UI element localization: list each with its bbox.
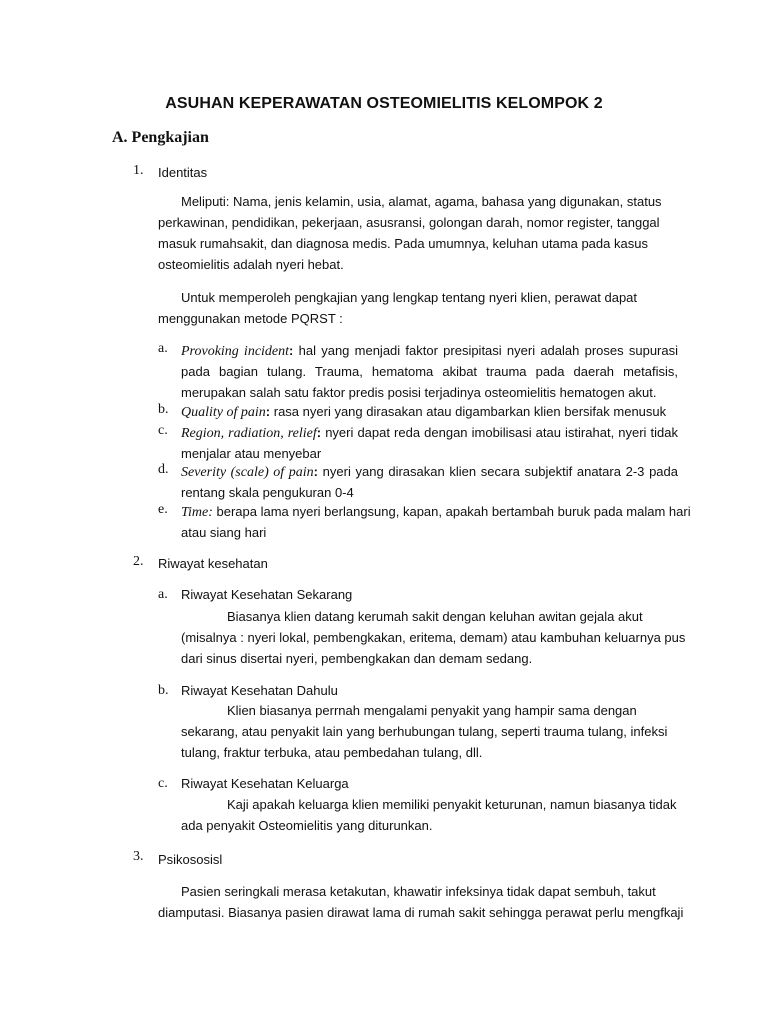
pqrst-item-region — [181, 422, 678, 464]
riwayat-sekarang-text — [181, 606, 686, 669]
term: Time: — [181, 505, 213, 520]
item-text: atau siang hari — [181, 525, 267, 540]
riwayat-keluarga-label: Riwayat Kesehatan Keluarga — [181, 776, 349, 791]
term: Severity (scale) of pain — [181, 465, 314, 480]
item-label-identitas: Identitas — [158, 165, 208, 180]
psikososial-paragraph — [181, 881, 656, 902]
item-text: menjalar atau menyebar — [181, 446, 322, 461]
pqrst-item-quality — [181, 401, 678, 422]
item-text: rasa nyeri yang dirasakan atau digambarkan klien bersifak menusuk — [273, 404, 667, 419]
riwayat-sekarang-label: Riwayat Kesehatan Sekarang — [181, 587, 353, 602]
list-letter: a. — [158, 587, 168, 602]
pqrst-item-time — [181, 501, 691, 543]
item-number: 2. — [133, 554, 144, 569]
paragraph-line: diamputasi. Biasanya pasien dirawat lama di rumah sakit sehingga perawat perlu mengfkaji — [158, 905, 684, 920]
term-separator: : — [289, 343, 294, 358]
paragraph-line: Meliputi: Nama, jenis kelamin, usia, alamat, agama, bahasa yang digunakan, status — [181, 194, 662, 209]
term: Region, radiation, relief — [181, 426, 317, 441]
pqrst-item-severity — [181, 461, 678, 503]
psikososial-paragraph-cont — [158, 902, 683, 923]
riwayat-dahulu-text — [181, 700, 678, 763]
term-separator: : — [316, 425, 322, 440]
term-separator: : — [313, 464, 318, 479]
item-text: nyeri dapat reda dengan imobilisasi atau istirahat, nyeri tidak — [325, 425, 678, 440]
paragraph-line: Klien biasanya perrnah mengalami penyakit yang hampir sama dengan — [227, 703, 637, 718]
paragraph-line: Pasien seringkali merasa ketakutan, khawatir infeksinya tidak dapat sembuh, takut — [181, 884, 656, 899]
paragraph-line: dari sinus disertai nyeri, pembengkakan dan demam sedang. — [181, 651, 533, 666]
section-heading-pengkajian: A. Pengkajian — [112, 129, 209, 146]
list-letter: c. — [158, 776, 168, 791]
item-label-psikososial: Psikososisl — [158, 852, 223, 867]
list-letter: d. — [158, 462, 169, 477]
document-title: ASUHAN KEPERAWATAN OSTEOMIELITIS KELOMPOK 2 — [165, 95, 603, 112]
paragraph-line: masuk rumahsakit, dan diagnosa medis. Pada umumnya, keluhan utama pada kasus — [158, 236, 648, 251]
paragraph-line: Untuk memperoleh pengkajian yang lengkap tentang nyeri klien, perawat dapat — [181, 290, 638, 305]
paragraph-line: ada penyakit Osteomielitis yang diturunkan. — [181, 818, 433, 833]
paragraph-line: tulang, fraktur terbuka, atau pembedahan tulang, dll. — [181, 745, 483, 760]
item-text: merupakan salah satu faktor predis posisi terjadinya osteomielitis hematogen akut. — [181, 385, 657, 400]
list-letter: b. — [158, 683, 169, 698]
list-letter: e. — [158, 502, 168, 517]
identitas-paragraph-cont — [158, 212, 660, 275]
item-text: nyeri yang dirasakan klien secara subjektif anatara 2-3 pada — [322, 464, 678, 479]
riwayat-keluarga-text — [181, 794, 678, 836]
riwayat-dahulu-label: Riwayat Kesehatan Dahulu — [181, 683, 338, 698]
paragraph-line: Biasanya klien datang kerumah sakit dengan keluhan awitan gejala akut — [227, 609, 643, 624]
paragraph-line: osteomielitis adalah nyeri hebat. — [158, 257, 344, 272]
item-text: berapa lama nyeri berlangsung, kapan, apakah bertambah buruk pada malam hari — [216, 504, 691, 519]
pqrst-intro — [181, 287, 637, 308]
pqrst-intro-cont — [158, 308, 343, 329]
item-text: rentang skala pengukuran 0-4 — [181, 485, 354, 500]
identitas-paragraph — [181, 191, 662, 212]
item-text: pada bagian tulang. Trauma, hematoma akibat trauma pada daerah metafisis, — [181, 364, 678, 379]
paragraph-line: Kaji apakah keluarga klien memiliki penyakit keturunan, namun biasanya tidak — [227, 797, 677, 812]
list-letter: a. — [158, 341, 168, 356]
term-separator: : — [265, 404, 271, 419]
paragraph-line: menggunakan metode PQRST : — [158, 311, 343, 326]
term: Quality of pain — [181, 405, 266, 420]
paragraph-line: (misalnya : nyeri lokal, pembengkakan, eritema, demam) atau kambuhan keluarnya pus — [181, 630, 686, 645]
paragraph-line: sekarang, atau penyakit lain yang berhubungan tulang, seperti trauma tulang, infeksi — [181, 724, 668, 739]
list-letter: c. — [158, 423, 168, 438]
item-number: 3. — [133, 849, 144, 864]
item-number: 1. — [133, 163, 144, 178]
term: Provoking incident — [181, 344, 290, 359]
item-label-riwayat: Riwayat kesehatan — [158, 556, 268, 571]
list-letter: b. — [158, 402, 169, 417]
paragraph-line: perkawinan, pendidikan, pekerjaan, asusransi, golongan darah, nomor register, tanggal — [158, 215, 660, 230]
item-text: hal yang menjadi faktor presipitasi nyeri adalah proses supurasi — [298, 343, 678, 358]
pqrst-item-provoking — [181, 340, 678, 403]
